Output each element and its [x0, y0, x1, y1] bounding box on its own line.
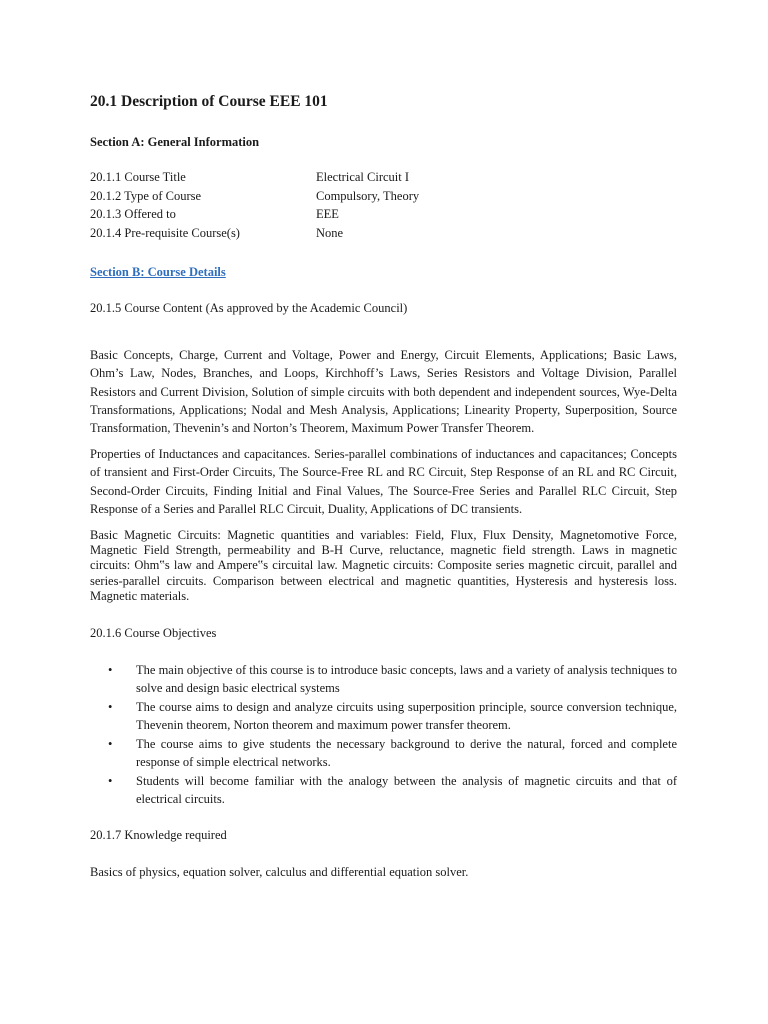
objective-text: The course aims to design and analyze circuits using superposition principle, source conversion technique, Thevenin theorem, Norton theorem and maximum power transfer theorem. [136, 700, 677, 732]
content-paragraph-transients: Properties of Inductances and capacitances. Series-parallel combinations of inductances and capacitances; Concepts of transient and First-Order Circuits, The Source-Free RL and RC Circuit, Step Response of an RL and RC Circuit, Second-Order Circuits, Finding Initial and Final Values, The Source-Free Series and Parallel RLC Circuit, Step Response of a Series and Parallel RLC Circuit, Duality, Applications of DC transients. [90, 447, 677, 516]
content-paragraph-basic-concepts: Basic Concepts, Charge, Current and Voltage, Power and Energy, Circuit Elements, Applications; Basic Laws, Ohm’s Law, Nodes, Branches, and Loops, Kirchhoff’s Laws, Series Resistors and Voltage Division, Parallel Resistors and Current Division, Solution of simple circuits with both dependent and independent sources, Wye-Delta Transformations, Applications; Nodal and Mesh Analysis, Applications; Linearity Property, Superposition, Source Transformation, Thevenin’s and Norton’s Theorem, Maximum Power Transfer Theorem. [90, 348, 677, 436]
knowledge-required-heading: 20.1.7 Knowledge required [90, 828, 227, 842]
objective-text: The course aims to give students the necessary background to derive the natural, forced and complete response of simple electrical networks. [136, 737, 677, 769]
objective-text: The main objective of this course is to introduce basic concepts, laws and a variety of analysis techniques to solve and design basic electrical systems [136, 663, 677, 695]
course-objectives-heading: 20.1.6 Course Objectives [90, 626, 217, 640]
section-b-link[interactable]: Section B: Course Details [90, 265, 226, 279]
course-content-heading: 20.1.5 Course Content (As approved by the Academic Council) [90, 301, 408, 315]
content-paragraph-magnetic-circuits: Basic Magnetic Circuits: Magnetic quantities and variables: Field, Flux, Flux Density, Magnetomotive Force, Magnetic Field Strength, permeability and B-H Curve, reluctance, magnetic field strength. Laws in magnetic circuits: Ohm‟s law and Ampere‟s circuital law. Magnetic circuits: Composite series magnetic circuit, parallel and series-parallel circuits. Comparison between electrical and magnetic quantities, Hysteresis and hysteresis loss. Magnetic materials. [90, 528, 677, 603]
general-info-table [90, 168, 677, 243]
info-row [90, 205, 677, 224]
info-label: 20.1.1 Course Title [90, 170, 186, 184]
list-item [108, 661, 677, 697]
bullet-icon: • [108, 700, 113, 714]
section-a-title: Section A: General Information [90, 135, 260, 149]
bullet-icon: • [108, 663, 113, 677]
info-label: 20.1.3 Offered to [90, 207, 176, 222]
objective-text: Students will become familiar with the analogy between the analysis of magnetic circuits and that of electrical circuits. [136, 774, 677, 806]
page-title: 20.1 Description of Course EEE 101 [90, 93, 328, 110]
objectives-list [108, 661, 677, 809]
info-value: Electrical Circuit I [316, 170, 410, 184]
list-item [108, 698, 677, 734]
info-label: 20.1.4 Pre-requisite Course(s) [90, 226, 240, 241]
info-value: EEE [316, 207, 339, 222]
info-row [90, 187, 677, 206]
list-item [108, 772, 677, 808]
info-row [90, 168, 677, 187]
bullet-icon: • [108, 737, 113, 751]
info-value: None [316, 226, 344, 241]
info-row [90, 224, 677, 243]
info-value: Compulsory, Theory [316, 188, 420, 203]
info-label: 20.1.2 Type of Course [90, 188, 202, 203]
bullet-icon: • [108, 774, 113, 788]
list-item [108, 735, 677, 771]
knowledge-required-text: Basics of physics, equation solver, calculus and differential equation solver. [90, 865, 469, 879]
